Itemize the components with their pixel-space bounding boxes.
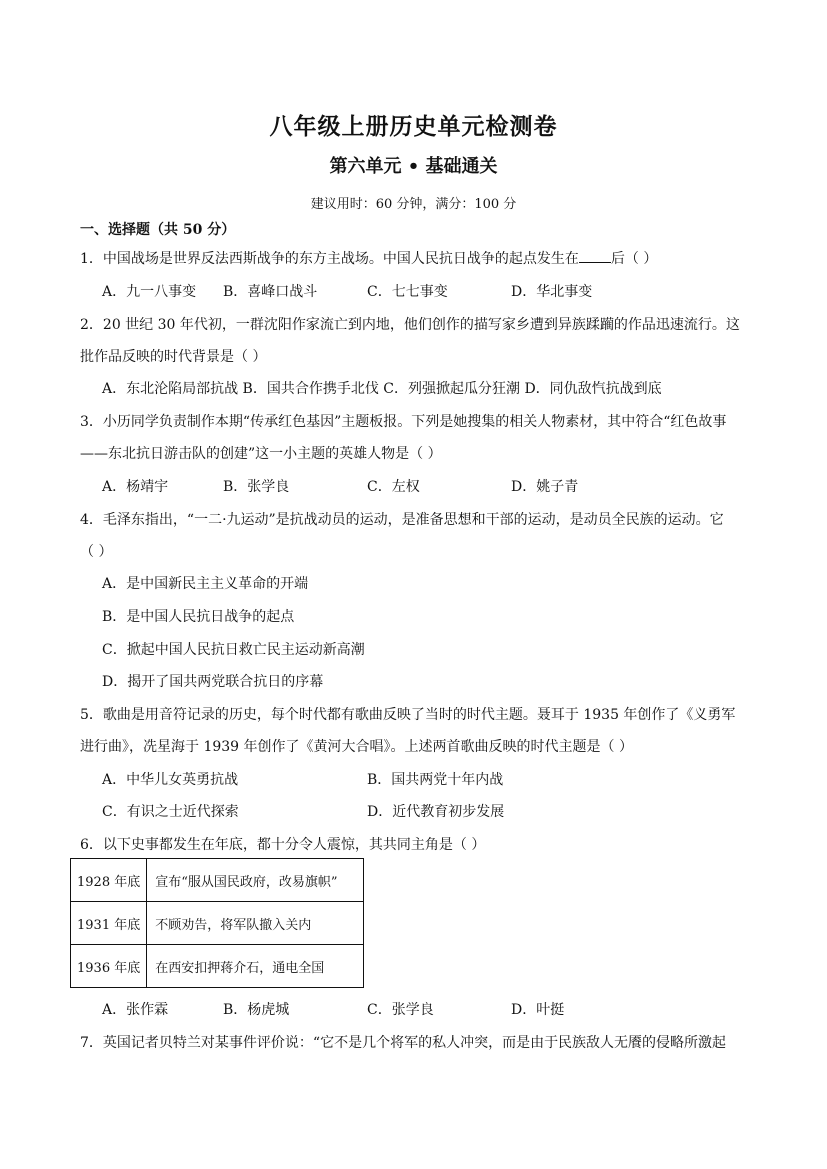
question-1-text: 1．中国战场是世界反法西斯战争的东方主战场。中国人民抗日战争的起点发生在: [80, 251, 579, 267]
q1-option-d: D．华北事变: [511, 284, 593, 300]
question-4-line-2: （ ）: [80, 544, 113, 560]
question-1: [80, 248, 750, 268]
q4-option-b: B．是中国人民抗日战争的起点: [102, 609, 295, 625]
table-cell-event: 不顾劝告，将军队撤入关内: [147, 902, 364, 945]
section-heading: 一、选择题（共 50 分）: [80, 222, 236, 238]
q1-option-a: A．九一八事变: [102, 284, 197, 300]
table-cell-event: 在西安扣押蒋介石，通电全国: [147, 945, 364, 988]
q5-option-a: A．中华儿女英勇抗战: [102, 772, 239, 788]
q1-option-c: C．七七事变: [367, 284, 448, 300]
q4-option-c: C．掀起中国人民抗日救亡民主运动新高潮: [102, 642, 365, 658]
table-cell-year: 1931 年底: [71, 902, 147, 945]
question-4-line-1: 4．毛泽东指出，“一二·九运动”是抗战动员的运动，是准备思想和干部的运动，是动员全民族的运动。它: [80, 512, 724, 528]
question-1-tail: 后（ ）: [610, 251, 658, 267]
q6-option-a: A．张作霖: [102, 1002, 169, 1018]
q5-option-d: D．近代教育初步发展: [367, 804, 505, 820]
page-title: 八年级上册历史单元检测卷: [269, 113, 558, 140]
q4-option-d: D．揭开了国共两党联合抗日的序幕: [102, 674, 324, 690]
table-cell-event: 宣布“服从国民政府，改易旗帜”: [147, 859, 364, 902]
table-cell-year: 1936 年底: [71, 945, 147, 988]
q2-options: A．东北沦陷局部抗战 B．国共合作携手北伐 C．列强掀起瓜分狂潮 D．同仇敌忾抗战到底: [102, 381, 662, 397]
question-2-line-1: 2．20 世纪 30 年代初，一群沈阳作家流亡到内地，他们创作的描写家乡遭到异族蹂躏的作品迅速流行。这: [80, 317, 740, 333]
question-6-line-1: 6．以下史事都发生在年底，都十分令人震惊，其共同主角是（ ）: [80, 837, 486, 853]
q6-option-b: B．杨虎城: [223, 1002, 290, 1018]
q3-option-a: A．杨靖宇: [102, 479, 169, 495]
table-row: [71, 945, 364, 988]
q3-option-b: B．张学良: [223, 479, 290, 495]
q1-option-b: B．喜峰口战斗: [223, 284, 318, 300]
page-subtitle: 第六单元 • 基础通关: [329, 156, 498, 177]
q3-option-c: C．左权: [367, 479, 420, 495]
q5-option-b: B．国共两党十年内战: [367, 772, 504, 788]
question-5-line-1: 5．歌曲是用音符记录的历史，每个时代都有歌曲反映了当时的时代主题。聂耳于 1935 年创作了《义勇军: [80, 707, 736, 723]
question-2-line-2: 批作品反映的时代背景是（ ）: [80, 349, 267, 365]
q6-option-d: D．叶挺: [511, 1002, 565, 1018]
table-row: [71, 859, 364, 902]
answer-blank: [579, 250, 611, 263]
q5-option-c: C．有识之士近代探索: [102, 804, 239, 820]
history-events-table: [70, 858, 364, 988]
question-7-line-1: 7．英国记者贝特兰对某事件评价说：“它不是几个将军的私人冲突，而是由于民族敌人无餍的侵略所激起: [80, 1035, 727, 1051]
question-3-line-2: ——东北抗日游击队的创建”这一小主题的英雄人物是（ ）: [80, 446, 442, 462]
question-3-line-1: 3．小历同学负责制作本期“传承红色基因”主题板报。下列是她搜集的相关人物素材，其中符合“红色故事: [80, 414, 727, 430]
q6-option-c: C．张学良: [367, 1002, 434, 1018]
table-row: [71, 902, 364, 945]
table-cell-year: 1928 年底: [71, 859, 147, 902]
q3-option-d: D．姚子青: [511, 479, 579, 495]
exam-meta: 建议用时：60 分钟，满分：100 分: [310, 197, 517, 212]
q4-option-a: A．是中国新民主主义革命的开端: [102, 576, 309, 592]
question-5-line-2: 进行曲》，冼星海于 1939 年创作了《黄河大合唱》。上述两首歌曲反映的时代主题是（ ）: [80, 739, 633, 755]
